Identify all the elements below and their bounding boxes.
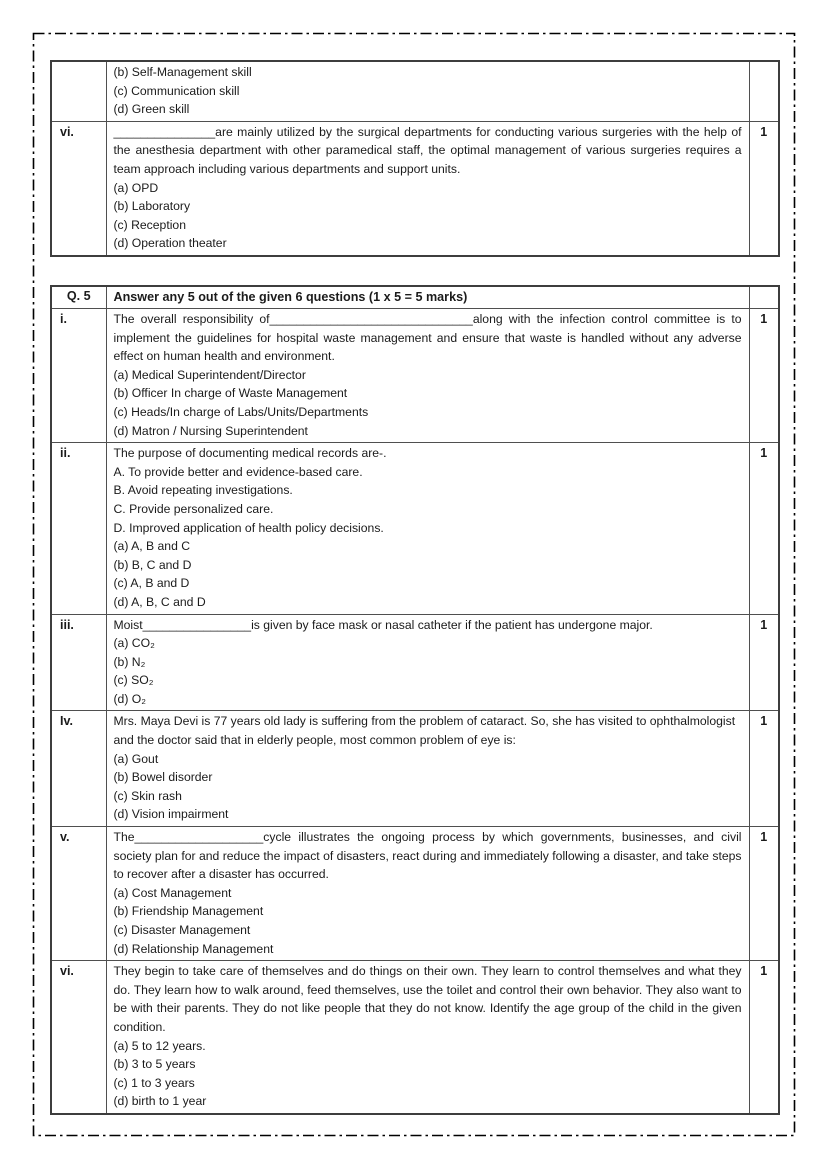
- option-line: (a) CO₂: [113, 636, 155, 651]
- question-table-top: [50, 60, 780, 257]
- option-line: (b) B, C and D: [113, 557, 192, 572]
- option-line: (d) Operation theater: [113, 236, 227, 251]
- marks-cell: 1: [749, 614, 779, 711]
- table-row-question-iv: [51, 711, 779, 827]
- option-line: (c) Reception: [113, 217, 186, 232]
- option-line: (b) Laboratory: [113, 199, 191, 214]
- question-number-cell: vi.: [51, 121, 106, 256]
- option-line: (d) Green skill: [113, 102, 190, 117]
- option-line: (d) O₂: [113, 691, 146, 706]
- question-cell: [106, 961, 749, 1114]
- marks-cell: 1: [749, 443, 779, 614]
- question-cell: [106, 61, 749, 121]
- option-line: (a) Cost Management: [113, 885, 232, 900]
- question-cell: [106, 443, 749, 614]
- option-line: (c) A, B and D: [113, 576, 190, 591]
- q5-number-cell: Q. 5: [51, 286, 106, 309]
- question-text: Mrs. Maya Devi is 77 years old lady is suffering from the problem of cataract. So, she has visited to ophthalmologist and the doctor said that in elderly people, most common problem of eye is:: [113, 714, 736, 748]
- option-list: [114, 750, 742, 824]
- table-row-options-carryover: [51, 61, 779, 121]
- option-list: [114, 63, 742, 119]
- question-cell: [106, 711, 749, 827]
- marks-cell: 1: [749, 827, 779, 961]
- option-line: D. Improved application of health policy decisions.: [113, 520, 384, 535]
- option-line: (c) Skin rash: [113, 788, 182, 803]
- option-line: (d) birth to 1 year: [113, 1094, 207, 1109]
- option-list: [114, 179, 742, 253]
- question-text: The overall responsibility of______________________________along with the infection control committee is to implement the guidelines for hospital waste management and ensure that waste is handled without any adverse effect on human health and environment.: [113, 312, 742, 364]
- question-text: The___________________cycle illustrates the ongoing process by which governments, businesses, and civil society plan for and reduce the impact of disasters, react during and immediately following a disaster, and take steps to recover after a disaster has occurred.: [113, 830, 742, 882]
- option-list: [114, 884, 742, 958]
- option-line: (c) 1 to 3 years: [113, 1075, 195, 1090]
- option-line: C. Provide personalized care.: [113, 501, 274, 516]
- option-line: (b) Officer In charge of Waste Management: [113, 386, 348, 401]
- question-number-cell: i.: [51, 309, 106, 443]
- question-number-cell: ii.: [51, 443, 106, 614]
- option-line: (a) A, B and C: [113, 539, 191, 554]
- question-cell: [106, 121, 749, 256]
- option-line: (a) 5 to 12 years.: [113, 1038, 206, 1053]
- option-list: [114, 634, 742, 708]
- question-cell: [106, 827, 749, 961]
- option-line: (b) Self-Management skill: [113, 65, 252, 79]
- question-table-q5: [50, 285, 780, 1115]
- option-list: [114, 1037, 742, 1111]
- marks-cell: 1: [749, 121, 779, 256]
- option-line: (d) Relationship Management: [113, 941, 274, 956]
- question-number-cell: Iv.: [51, 711, 106, 827]
- question-number-cell: v.: [51, 827, 106, 961]
- option-line: (a) Medical Superintendent/Director: [113, 367, 306, 382]
- option-line: (d) A, B, C and D: [113, 594, 206, 609]
- option-line: A. To provide better and evidence-based care.: [113, 464, 363, 479]
- marks-cell: 1: [749, 961, 779, 1114]
- question-cell: [106, 309, 749, 443]
- option-line: (a) OPD: [113, 180, 159, 195]
- option-line: (c) SO₂: [113, 673, 154, 688]
- question-number-cell: vi.: [51, 961, 106, 1114]
- option-line: (d) Matron / Nursing Superintendent: [113, 423, 308, 438]
- option-line: (c) Communication skill: [113, 83, 240, 98]
- question-number-cell: iii.: [51, 614, 106, 711]
- option-line: (b) Friendship Management: [113, 904, 264, 919]
- option-line: (d) Vision impairment: [113, 807, 229, 822]
- question-cell: [106, 614, 749, 711]
- table-row-question-v: [51, 827, 779, 961]
- option-list: [114, 463, 742, 612]
- table-row-question-iii: [51, 614, 779, 711]
- option-line: (b) Bowel disorder: [113, 770, 213, 785]
- question-text: They begin to take care of themselves and do things on their own. They learn to control themselves and what they do. They learn how to walk around, feed themselves, use the toilet and control their own behavior. They also want to be with their parents. They do not like people that they do not know. Identify the age group of the child in the given condition.: [113, 964, 742, 1034]
- q5-title-cell: Answer any 5 out of the given 6 questions (1 x 5 = 5 marks): [106, 286, 749, 309]
- q5-header-row: [51, 286, 779, 309]
- option-line: (a) Gout: [113, 751, 159, 766]
- table-row-question-i: [51, 309, 779, 443]
- option-line: (c) Disaster Management: [113, 923, 251, 937]
- marks-cell: 1: [749, 309, 779, 443]
- question-text: The purpose of documenting medical records are-.: [113, 446, 387, 461]
- option-line: (b) N₂: [113, 654, 146, 669]
- table-row-question-vi: [51, 121, 779, 256]
- option-line: (b) 3 to 5 years: [113, 1057, 196, 1072]
- option-list: [114, 366, 742, 440]
- question-text: _______________are mainly utilized by the surgical departments for conducting various surgeries with the help of the anesthesia department with other paramedical staff, the optimal management of various surgeries requires a team approach including various departments and support units.: [113, 124, 742, 176]
- option-line: (c) Heads/In charge of Labs/Units/Departments: [113, 404, 369, 419]
- table-row-question-vi: [51, 961, 779, 1114]
- marks-cell: 1: [749, 711, 779, 827]
- question-text: Moist________________is given by face mask or nasal catheter if the patient has undergone major.: [113, 617, 653, 632]
- marks-cell: [749, 61, 779, 121]
- table-row-question-ii: [51, 443, 779, 614]
- marks-header-cell: [749, 286, 779, 309]
- question-number-cell: [51, 61, 106, 121]
- option-line: B. Avoid repeating investigations.: [113, 483, 293, 498]
